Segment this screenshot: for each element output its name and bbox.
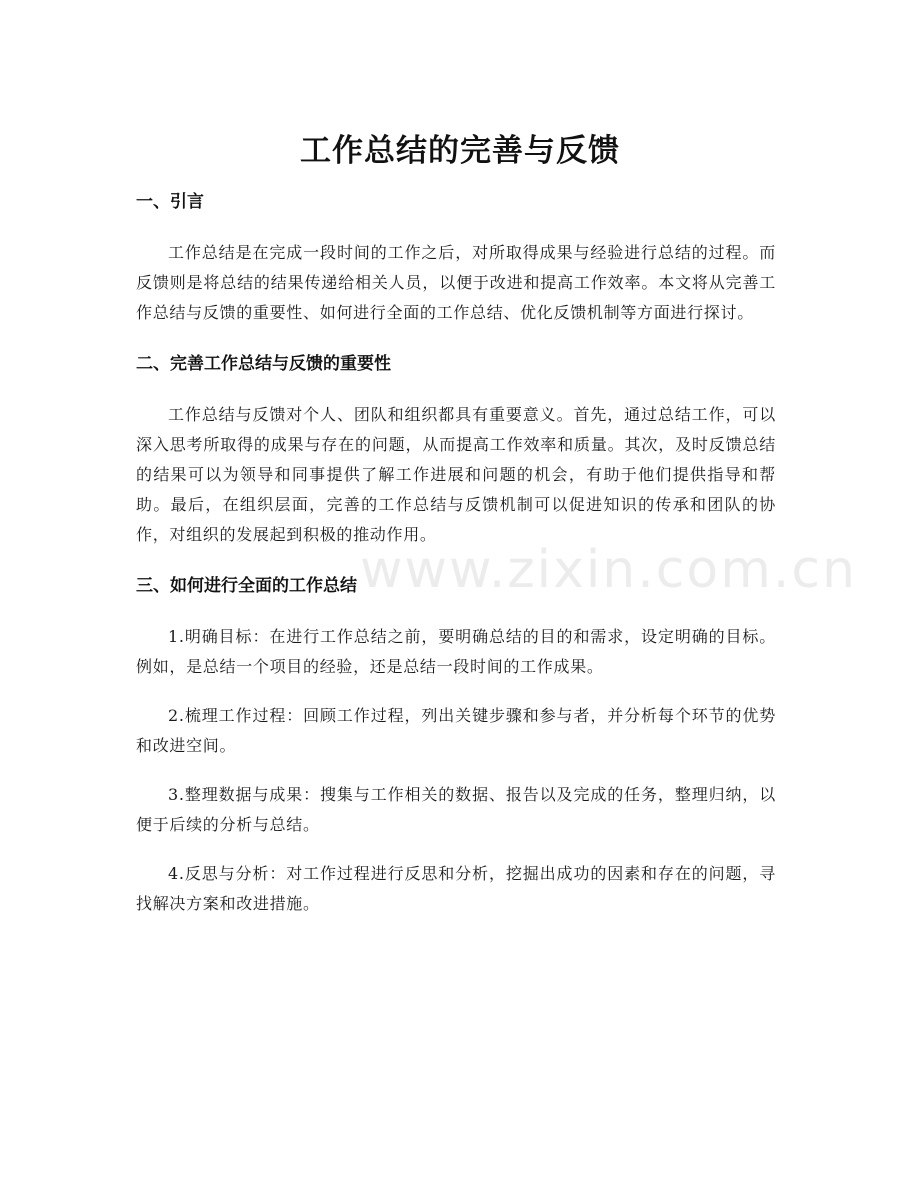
paragraph: 工作总结与反馈对个人、团队和组织都具有重要意义。首先，通过总结工作，可以深入思考所取得的成果与存在的问题，从而提高工作效率和质量。其次，及时反馈总结的结果可以为领导和同事提供了解工作进展和问题的机会，有助于他们提供指导和帮助。最后，在组织层面，完善的工作总结与反馈机制可以促进知识的传承和团队的协作，对组织的发展起到积极的推动作用。 [136, 405, 776, 544]
list-item: 1.明确目标：在进行工作总结之前，要明确总结的目的和需求，设定明确的目标。例如，是总结一个项目的经验，还是总结一段时间的工作成果。 [136, 627, 776, 676]
section-heading: 二、完善工作总结与反馈的重要性 [136, 354, 391, 374]
section-importance [136, 348, 776, 570]
paragraph: 工作总结是在完成一段时间的工作之后，对所取得成果与经验进行总结的过程。而反馈则是将总结的结果传递给相关人员，以便于改进和提高工作效率。本文将从完善工作总结与反馈的重要性、如何进行全面的工作总结、优化反馈机制等方面进行探讨。 [136, 243, 776, 322]
list-item: 3.整理数据与成果：搜集与工作相关的数据、报告以及完成的任务，整理归纳，以便于后续的分析与总结。 [136, 785, 776, 834]
list-item: 4.反思与分析：对工作过程进行反思和分析，挖掘出成功的因素和存在的问题，寻找解决方案和改进措施。 [136, 864, 776, 913]
section-heading: 三、如何进行全面的工作总结 [136, 576, 357, 596]
section-heading: 一、引言 [136, 192, 204, 212]
section-how-to-summarize [136, 570, 776, 919]
watermark: www.zixin.com.cn [360, 540, 857, 600]
list-item: 2.梳理工作过程：回顾工作过程，列出关键步骤和参与者，并分析每个环节的优势和改进空间。 [136, 706, 776, 755]
document-body [136, 186, 776, 919]
page-title: 工作总结的完善与反馈 [300, 132, 620, 169]
section-introduction [136, 186, 776, 348]
